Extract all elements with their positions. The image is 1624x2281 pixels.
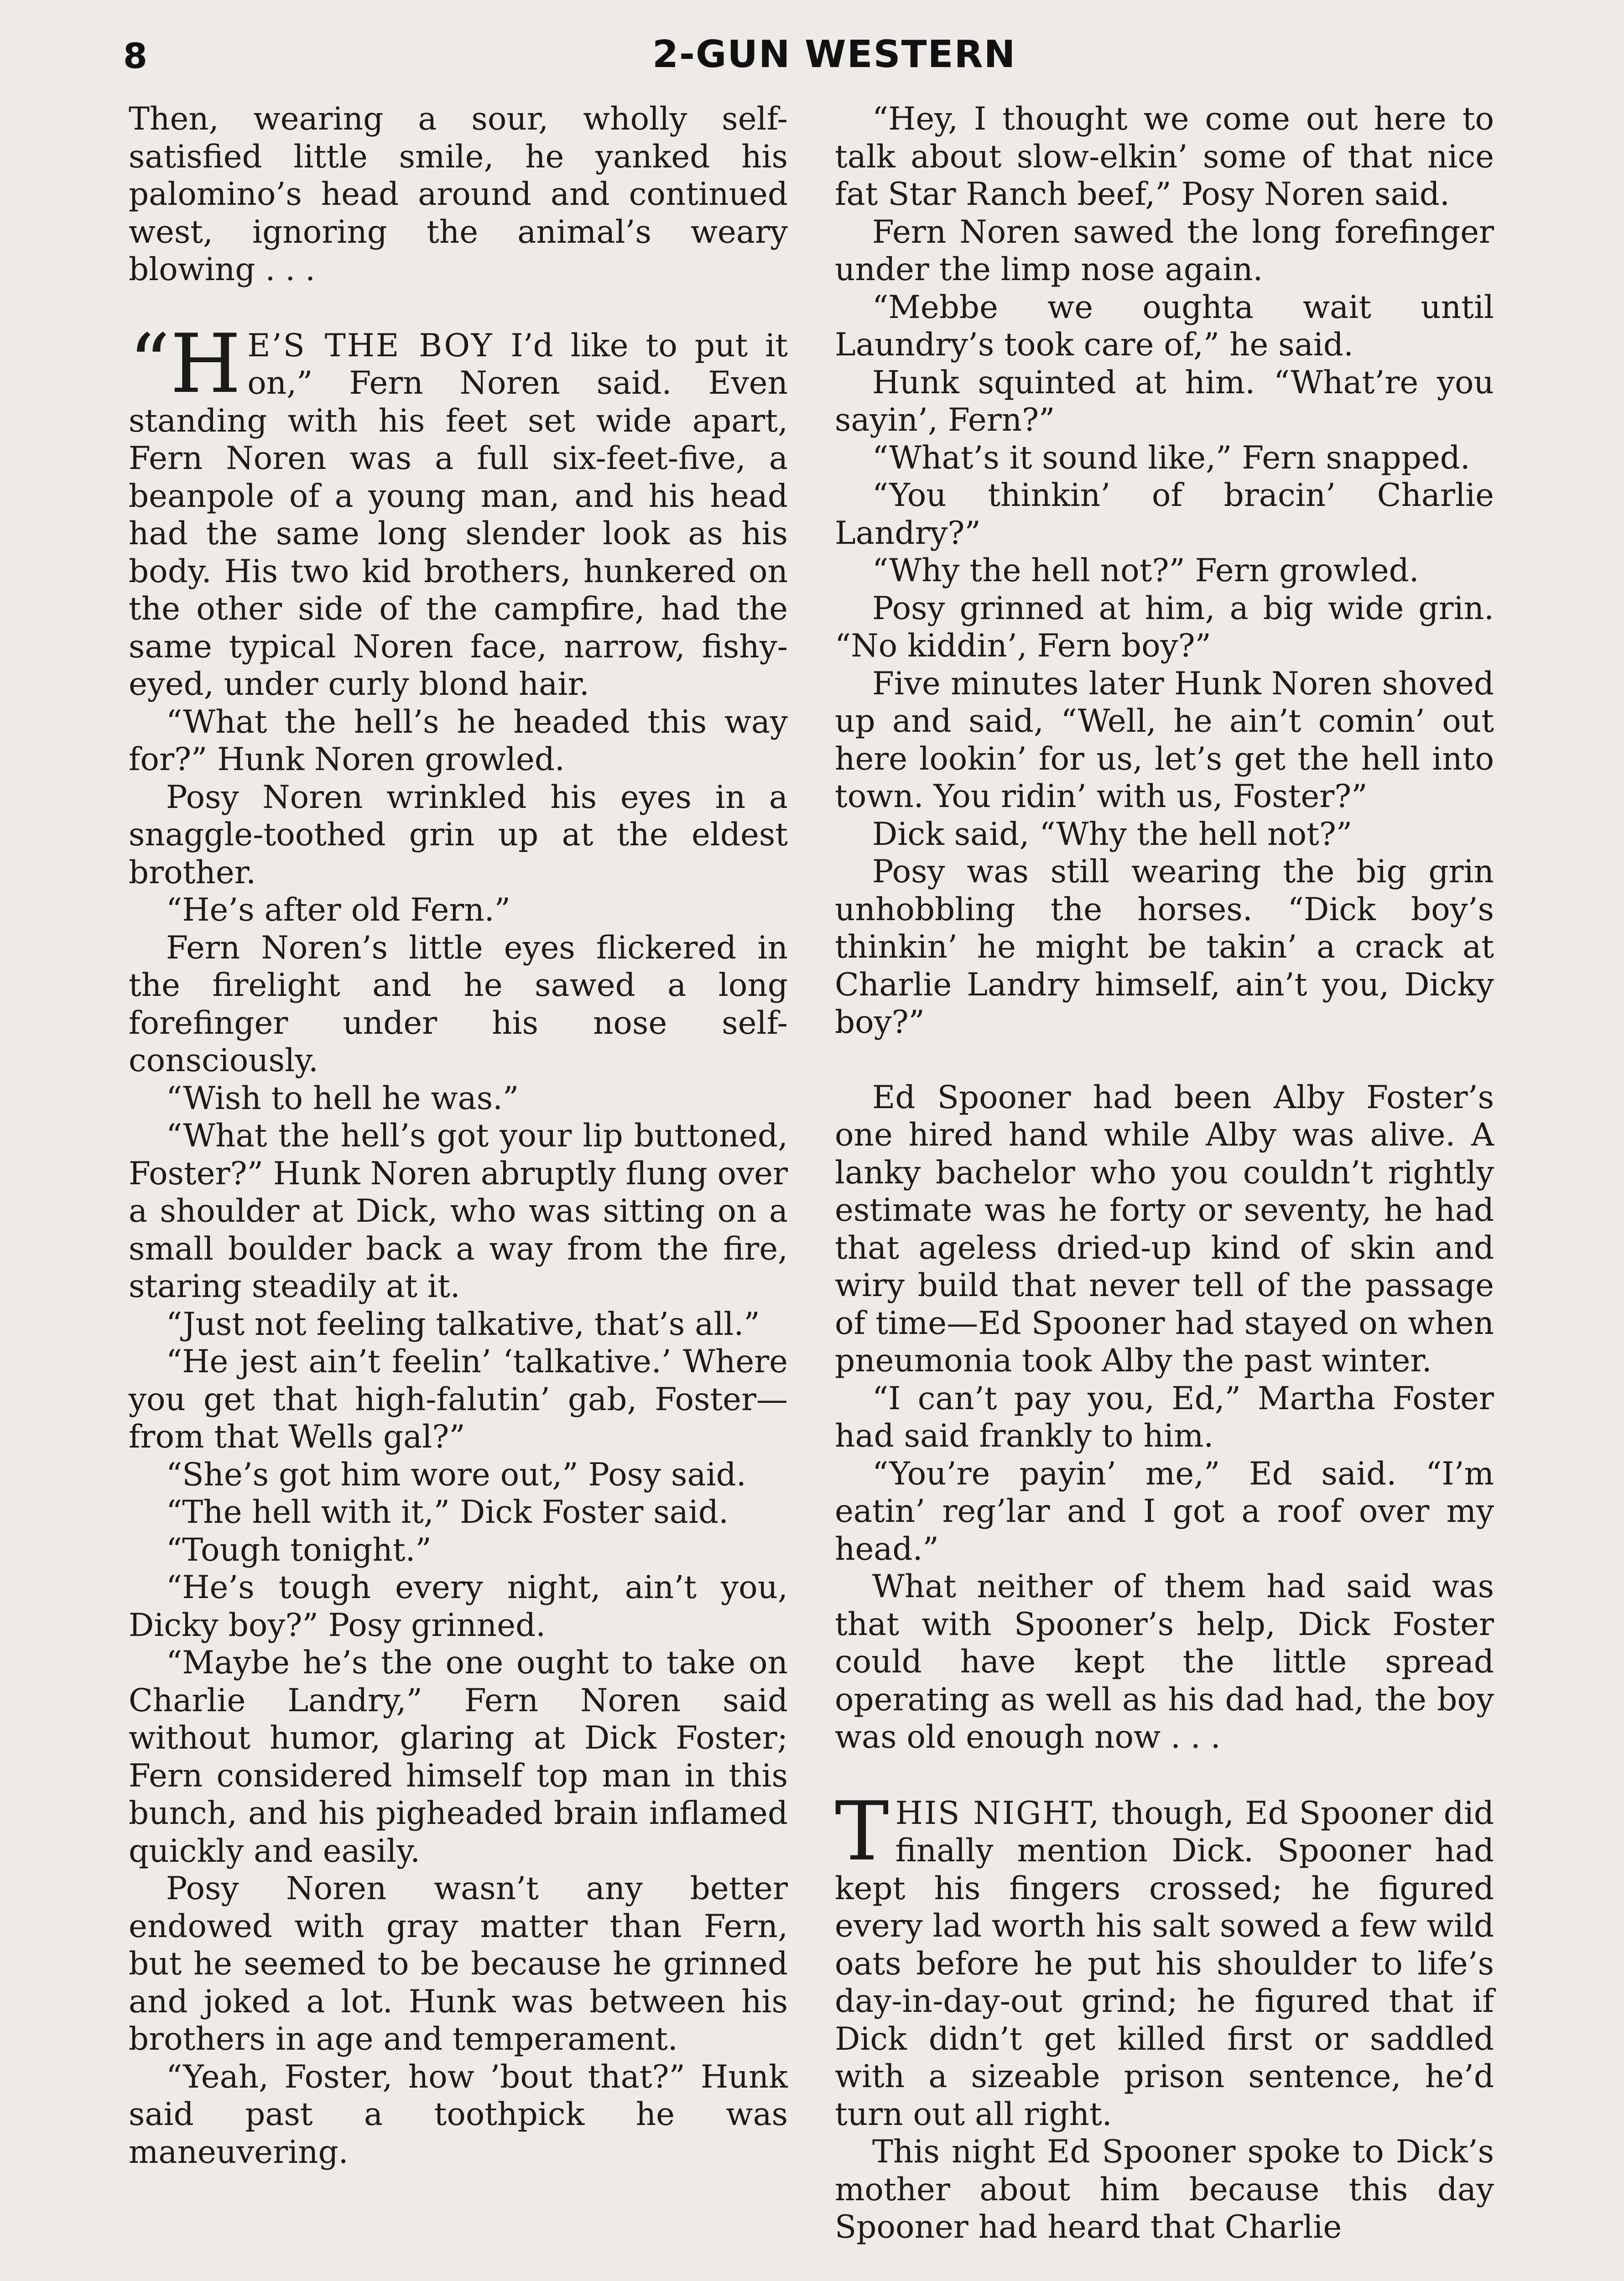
paragraph: Then, wearing a sour, wholly self-satisfied little smile, he yanked his palomino’s head around and continued west, ignoring the animal’s weary blowing . . . (129, 101, 788, 288)
paragraph: Dick said, “Why the hell not?” (872, 816, 1353, 853)
paragraph: “You thinkin’ of bracin’ Charlie Landry?” (835, 477, 1494, 552)
paragraph: “Just not feeling talkative, that’s all.” (166, 1306, 760, 1343)
paragraph: Five minutes later Hunk Noren shoved up and said, “Well, he ain’t comin’ out here lookin’ for us, let’s get the hell into town. You ridin’ with us, Foster?” (835, 665, 1494, 815)
section-opening-paragraph (129, 316, 788, 703)
paragraph: Hunk squinted at him. “What’re you sayin’, Fern?” (835, 364, 1494, 438)
section-opening-paragraph (835, 1784, 1494, 2134)
paragraph: Ed Spooner had been Alby Foster’s one hired hand while Alby was alive. A lanky bachelor who you couldn’t rightly estimate was he forty or seventy, he had that ageless dried-up kind of skin and wiry build that never tell of the passage of time—Ed Spooner had stayed on when pneumonia took Alby the past winter. (835, 1079, 1494, 1379)
paragraph: “What’s it sound like,” Fern snapped. (872, 439, 1470, 476)
paragraph: “What the hell’s got your lip buttoned, Foster?” Hunk Noren abruptly flung over a shoulder at Dick, who was sitting on a small boulder back a way from the fire, staring steadily at it. (129, 1118, 788, 1305)
paragraph: Fern Noren sawed the long forefinger under the limp nose again. (835, 214, 1494, 288)
paragraph: “Mebbe we oughta wait until Laundry’s took care of,” he said. (835, 289, 1494, 363)
lead-in-text: though, Ed Spooner did finally mention Dick. Spooner had kept his fingers crossed; he figured every lad worth his salt sowed a few wild oats before he put his shoulder to life’s day-in-day-out grind; he figured that if Dick didn’t get killed first or saddled with a sizeable prison sentence, he’d turn out all right. (835, 1795, 1494, 2133)
paragraph: “Maybe he’s the one ought to take on Charlie Landry,” Fern Noren said without humor, glaring at Dick Foster; Fern considered himself top man in this bunch, and his pigheaded brain inflamed quickly and easily. (129, 1645, 788, 1870)
paragraph: “The hell with it,” Dick Foster said. (166, 1494, 729, 1531)
lead-in-caps: E’S THE BOY (247, 327, 494, 364)
paragraph: Posy was still wearing the big grin unhobbling the horses. “Dick boy’s thinkin’ he might be takin’ a crack at Charlie Landry himself, ain’t you, Dicky boy?” (835, 854, 1494, 1041)
drop-cap: T (835, 1784, 889, 1879)
paragraph: Posy Noren wrinkled his eyes in a snaggle-toothed grin up at the eldest brother. (129, 779, 788, 891)
paragraph: Posy Noren wasn’t any better endowed with gray matter than Fern, but he seemed to be because he grinned and joked a lot. Hunk was between his brothers in age and temperament. (129, 1870, 788, 2057)
paragraph: “I can’t pay you, Ed,” Martha Foster had said frankly to him. (835, 1380, 1494, 1454)
paragraph: “Yeah, Foster, how ’bout that?” Hunk said past a toothpick he was maneuvering. (129, 2058, 788, 2171)
paragraph: “Why the hell not?” Fern growled. (872, 552, 1419, 589)
paragraph: “He jest ain’t feelin’ ‘talkative.’ Where you get that high-falutin’ gab, Foster—from that Wells gal?” (129, 1344, 788, 1455)
paragraph: “He’s tough every night, ain’t you, Dicky boy?” Posy grinned. (129, 1569, 788, 1644)
right-column (835, 100, 1494, 2246)
paragraph: “What the hell’s he headed this way for?” Hunk Noren growled. (129, 703, 788, 778)
drop-cap (129, 316, 241, 411)
paragraph: “You’re payin’ me,” Ed said. “I’m eatin’ reg’lar and I got a roof over my head.” (835, 1455, 1494, 1568)
paragraph: Posy grinned at him, a big wide grin. “No kiddin’, Fern boy?” (835, 590, 1494, 664)
page-number: 8 (123, 36, 147, 76)
paragraph: “She’s got him wore out,” Posy said. (166, 1456, 746, 1493)
paragraph: “Wish to hell he was.” (166, 1080, 519, 1117)
paragraph: “He’s after old Fern.” (166, 892, 510, 928)
paragraph: This night Ed Spooner spoke to Dick’s mother about him because this day Spooner had heard that Charlie (835, 2134, 1494, 2245)
lead-in-caps: HIS NIGHT, (895, 1795, 1101, 1832)
paragraph: “Hey, I thought we come out here to talk about slow-elkin’ some of that nice fat Star Ranch beef,” Posy Noren said. (835, 101, 1494, 213)
left-column (129, 100, 788, 2171)
drop-cap-quote: “ (129, 316, 170, 411)
running-head: 2-GUN WESTERN (652, 33, 1016, 76)
paragraph: “Tough tonight.” (166, 1531, 432, 1568)
paragraph: Fern Noren’s little eyes flickered in the firelight and he sawed a long forefinger under his nose self-consciously. (129, 929, 788, 1079)
lead-in-text: I’d like to put it on,” Fern Noren said. Even standing with his feet set wide apart, Fern Noren was a full six-feet-five, a beanpole of a young man, and his head had the same long slender look as his body. His two kid brothers, hunkered on the other side of the campfire, had the same typical Noren face, narrow, fishy-eyed, under curly blond hair. (129, 327, 788, 703)
drop-cap-letter: H (170, 316, 241, 411)
paragraph: What neither of them had said was that with Spooner’s help, Dick Foster could have kept the little spread operating as well as his dad had, the boy was old enough now . . . (835, 1568, 1494, 1755)
